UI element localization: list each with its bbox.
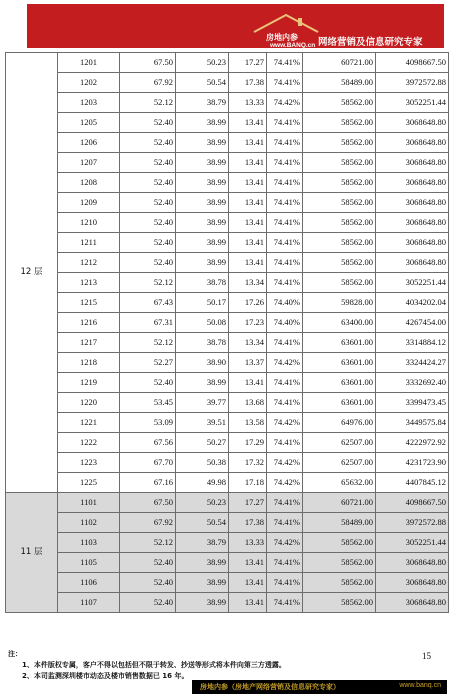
ratio-cell: 74.41%	[267, 513, 303, 533]
ratio-cell: 74.41%	[267, 273, 303, 293]
area-c-cell: 17.32	[229, 453, 267, 473]
total-price-cell: 3068648.80	[376, 233, 449, 253]
unit-price-cell: 58562.00	[303, 593, 376, 613]
area-b-cell: 38.99	[176, 253, 229, 273]
area-b-cell: 38.78	[176, 273, 229, 293]
table-row	[6, 553, 449, 573]
area-c-cell: 13.41	[229, 553, 267, 573]
area-c-cell: 17.38	[229, 73, 267, 93]
total-price-cell: 3068648.80	[376, 573, 449, 593]
area-b-cell: 38.99	[176, 173, 229, 193]
unit-price-cell: 63601.00	[303, 333, 376, 353]
area-b-cell: 38.90	[176, 353, 229, 373]
area-b-cell: 38.99	[176, 553, 229, 573]
area-b-cell: 50.38	[176, 453, 229, 473]
ratio-cell: 74.41%	[267, 593, 303, 613]
area-a-cell: 67.70	[120, 453, 176, 473]
table-row	[6, 313, 449, 333]
ratio-cell: 74.41%	[267, 133, 303, 153]
area-b-cell: 38.99	[176, 233, 229, 253]
area-c-cell: 13.58	[229, 413, 267, 433]
table-row	[6, 393, 449, 413]
units-table	[5, 52, 449, 613]
area-a-cell: 52.40	[120, 153, 176, 173]
area-c-cell: 13.37	[229, 353, 267, 373]
table-row	[6, 533, 449, 553]
table-row	[6, 133, 449, 153]
unit-price-cell: 58562.00	[303, 233, 376, 253]
room-number-cell: 1105	[58, 553, 120, 573]
unit-price-cell: 64976.00	[303, 413, 376, 433]
room-number-cell: 1106	[58, 573, 120, 593]
total-price-cell: 3052251.44	[376, 533, 449, 553]
area-a-cell: 52.12	[120, 93, 176, 113]
unit-price-cell: 62507.00	[303, 453, 376, 473]
area-c-cell: 13.41	[229, 253, 267, 273]
area-b-cell: 50.27	[176, 433, 229, 453]
area-b-cell: 39.77	[176, 393, 229, 413]
room-number-cell: 1208	[58, 173, 120, 193]
ratio-cell: 74.41%	[267, 53, 303, 73]
area-c-cell: 17.29	[229, 433, 267, 453]
unit-price-cell: 59828.00	[303, 293, 376, 313]
unit-price-cell: 58489.00	[303, 513, 376, 533]
room-number-cell: 1211	[58, 233, 120, 253]
ratio-cell: 74.41%	[267, 113, 303, 133]
area-c-cell: 13.68	[229, 393, 267, 413]
ratio-cell: 74.41%	[267, 373, 303, 393]
area-b-cell: 38.99	[176, 593, 229, 613]
footer-url: www.banq.cn	[399, 682, 441, 689]
total-price-cell: 3068648.80	[376, 553, 449, 573]
table-row	[6, 113, 449, 133]
ratio-cell: 74.42%	[267, 413, 303, 433]
area-c-cell: 17.27	[229, 493, 267, 513]
room-number-cell: 1215	[58, 293, 120, 313]
area-a-cell: 53.45	[120, 393, 176, 413]
unit-price-cell: 58562.00	[303, 113, 376, 133]
room-number-cell: 1103	[58, 533, 120, 553]
floor-label: 12 层	[6, 53, 58, 493]
area-a-cell: 67.16	[120, 473, 176, 493]
total-price-cell: 4267454.00	[376, 313, 449, 333]
area-c-cell: 13.41	[229, 233, 267, 253]
unit-price-cell: 58562.00	[303, 533, 376, 553]
room-number-cell: 1101	[58, 493, 120, 513]
unit-price-cell: 63601.00	[303, 373, 376, 393]
area-c-cell: 13.41	[229, 573, 267, 593]
table-row	[6, 93, 449, 113]
total-price-cell: 4231723.90	[376, 453, 449, 473]
room-number-cell: 1201	[58, 53, 120, 73]
area-b-cell: 50.23	[176, 53, 229, 73]
note-item-1: 1、本件版权专属，客户不得以包括但不限于转发、抄送等形式将本件向第三方透露。	[22, 661, 286, 669]
floor-label: 11 层	[6, 493, 58, 613]
table-body	[6, 53, 449, 613]
area-c-cell: 13.33	[229, 533, 267, 553]
ratio-cell: 74.42%	[267, 473, 303, 493]
table-row	[6, 573, 449, 593]
total-price-cell: 3972572.88	[376, 513, 449, 533]
table-row	[6, 333, 449, 353]
area-c-cell: 13.33	[229, 93, 267, 113]
room-number-cell: 1218	[58, 353, 120, 373]
area-c-cell: 17.23	[229, 313, 267, 333]
unit-price-cell: 58562.00	[303, 553, 376, 573]
unit-price-cell: 58562.00	[303, 273, 376, 293]
logo-url: www.BANQ.cn	[270, 42, 316, 49]
area-a-cell: 52.40	[120, 193, 176, 213]
area-b-cell: 38.79	[176, 533, 229, 553]
room-number-cell: 1220	[58, 393, 120, 413]
area-c-cell: 17.38	[229, 513, 267, 533]
area-b-cell: 49.98	[176, 473, 229, 493]
area-a-cell: 67.50	[120, 493, 176, 513]
area-a-cell: 52.12	[120, 533, 176, 553]
room-number-cell: 1213	[58, 273, 120, 293]
area-a-cell: 52.40	[120, 253, 176, 273]
area-b-cell: 38.99	[176, 133, 229, 153]
total-price-cell: 4098667.50	[376, 53, 449, 73]
area-b-cell: 38.99	[176, 153, 229, 173]
area-c-cell: 17.27	[229, 53, 267, 73]
area-c-cell: 17.26	[229, 293, 267, 313]
logo-text: 房地内参	[266, 32, 298, 42]
room-number-cell: 1219	[58, 373, 120, 393]
ratio-cell: 74.41%	[267, 573, 303, 593]
table-row	[6, 593, 449, 613]
ratio-cell: 74.40%	[267, 313, 303, 333]
area-b-cell: 50.17	[176, 293, 229, 313]
table-row	[6, 173, 449, 193]
area-a-cell: 52.40	[120, 213, 176, 233]
total-price-cell: 3068648.80	[376, 213, 449, 233]
total-price-cell: 3052251.44	[376, 273, 449, 293]
ratio-cell: 74.42%	[267, 353, 303, 373]
room-number-cell: 1221	[58, 413, 120, 433]
room-number-cell: 1216	[58, 313, 120, 333]
total-price-cell: 4034202.04	[376, 293, 449, 313]
unit-price-cell: 63601.00	[303, 393, 376, 413]
unit-price-cell: 58562.00	[303, 173, 376, 193]
unit-price-cell: 62507.00	[303, 433, 376, 453]
room-number-cell: 1223	[58, 453, 120, 473]
room-number-cell: 1210	[58, 213, 120, 233]
room-number-cell: 1222	[58, 433, 120, 453]
ratio-cell: 74.41%	[267, 173, 303, 193]
area-b-cell: 50.08	[176, 313, 229, 333]
area-b-cell: 39.51	[176, 413, 229, 433]
ratio-cell: 74.41%	[267, 253, 303, 273]
table-row	[6, 253, 449, 273]
room-number-cell: 1225	[58, 473, 120, 493]
house-logo-icon	[252, 12, 322, 34]
room-number-cell: 1209	[58, 193, 120, 213]
area-a-cell: 52.40	[120, 113, 176, 133]
total-price-cell: 3068648.80	[376, 173, 449, 193]
area-a-cell: 67.43	[120, 293, 176, 313]
total-price-cell: 4222972.92	[376, 433, 449, 453]
area-b-cell: 38.99	[176, 373, 229, 393]
area-a-cell: 52.40	[120, 373, 176, 393]
unit-price-cell: 58562.00	[303, 93, 376, 113]
area-a-cell: 52.40	[120, 133, 176, 153]
area-a-cell: 67.92	[120, 513, 176, 533]
total-price-cell: 3068648.80	[376, 153, 449, 173]
unit-price-cell: 63400.00	[303, 313, 376, 333]
total-price-cell: 3399473.45	[376, 393, 449, 413]
ratio-cell: 74.41%	[267, 333, 303, 353]
ratio-cell: 74.41%	[267, 73, 303, 93]
table-row	[6, 513, 449, 533]
table-row	[6, 233, 449, 253]
table-row	[6, 353, 449, 373]
area-c-cell: 17.18	[229, 473, 267, 493]
total-price-cell: 3972572.88	[376, 73, 449, 93]
area-c-cell: 13.41	[229, 213, 267, 233]
page-number: 15	[422, 651, 431, 661]
ratio-cell: 74.41%	[267, 493, 303, 513]
ratio-cell: 74.41%	[267, 213, 303, 233]
unit-price-cell: 58562.00	[303, 253, 376, 273]
area-c-cell: 13.34	[229, 273, 267, 293]
area-a-cell: 52.27	[120, 353, 176, 373]
table-row	[6, 73, 449, 93]
table-row	[6, 493, 449, 513]
area-c-cell: 13.41	[229, 193, 267, 213]
unit-price-cell: 58562.00	[303, 193, 376, 213]
total-price-cell: 3068648.80	[376, 593, 449, 613]
area-b-cell: 38.99	[176, 113, 229, 133]
room-number-cell: 1202	[58, 73, 120, 93]
header-title: 网络营销及信息研究专家	[318, 37, 423, 48]
area-b-cell: 50.23	[176, 493, 229, 513]
total-price-cell: 4098667.50	[376, 493, 449, 513]
table-row	[6, 293, 449, 313]
area-b-cell: 38.78	[176, 333, 229, 353]
total-price-cell: 3068648.80	[376, 253, 449, 273]
total-price-cell: 3449575.84	[376, 413, 449, 433]
unit-price-cell: 58562.00	[303, 573, 376, 593]
table-row	[6, 273, 449, 293]
ratio-cell: 74.42%	[267, 533, 303, 553]
table-row	[6, 193, 449, 213]
room-number-cell: 1206	[58, 133, 120, 153]
table-row	[6, 413, 449, 433]
room-number-cell: 1203	[58, 93, 120, 113]
total-price-cell: 3068648.80	[376, 133, 449, 153]
total-price-cell: 4407845.12	[376, 473, 449, 493]
area-c-cell: 13.41	[229, 113, 267, 133]
area-c-cell: 13.34	[229, 333, 267, 353]
area-c-cell: 13.41	[229, 153, 267, 173]
area-b-cell: 50.54	[176, 73, 229, 93]
unit-price-cell: 60721.00	[303, 53, 376, 73]
area-c-cell: 13.41	[229, 133, 267, 153]
ratio-cell: 74.41%	[267, 553, 303, 573]
area-b-cell: 38.79	[176, 93, 229, 113]
ratio-cell: 74.42%	[267, 93, 303, 113]
ratio-cell: 74.40%	[267, 293, 303, 313]
area-a-cell: 67.50	[120, 53, 176, 73]
room-number-cell: 1207	[58, 153, 120, 173]
unit-price-cell: 58562.00	[303, 213, 376, 233]
area-b-cell: 38.99	[176, 213, 229, 233]
area-b-cell: 50.54	[176, 513, 229, 533]
total-price-cell: 3052251.44	[376, 93, 449, 113]
area-b-cell: 38.99	[176, 573, 229, 593]
total-price-cell: 3324424.27	[376, 353, 449, 373]
table-row	[6, 473, 449, 493]
footer-bar	[192, 680, 447, 694]
table-row	[6, 373, 449, 393]
area-a-cell: 52.40	[120, 173, 176, 193]
table-row	[6, 433, 449, 453]
room-number-cell: 1102	[58, 513, 120, 533]
area-a-cell: 67.56	[120, 433, 176, 453]
table-row	[6, 213, 449, 233]
total-price-cell: 3068648.80	[376, 193, 449, 213]
area-a-cell: 52.40	[120, 233, 176, 253]
area-c-cell: 13.41	[229, 173, 267, 193]
area-a-cell: 52.12	[120, 273, 176, 293]
total-price-cell: 3332692.40	[376, 373, 449, 393]
unit-price-cell: 60721.00	[303, 493, 376, 513]
room-number-cell: 1212	[58, 253, 120, 273]
area-b-cell: 38.99	[176, 193, 229, 213]
unit-price-cell: 65632.00	[303, 473, 376, 493]
ratio-cell: 74.41%	[267, 153, 303, 173]
ratio-cell: 74.41%	[267, 393, 303, 413]
ratio-cell: 74.41%	[267, 193, 303, 213]
unit-price-cell: 58489.00	[303, 73, 376, 93]
area-a-cell: 52.40	[120, 593, 176, 613]
table-row	[6, 153, 449, 173]
unit-price-cell: 63601.00	[303, 353, 376, 373]
table-row	[6, 53, 449, 73]
unit-price-cell: 58562.00	[303, 133, 376, 153]
notes	[8, 649, 448, 682]
area-a-cell: 53.09	[120, 413, 176, 433]
total-price-cell: 3314884.12	[376, 333, 449, 353]
room-number-cell: 1107	[58, 593, 120, 613]
area-a-cell: 67.92	[120, 73, 176, 93]
notes-label: 注：	[8, 650, 22, 658]
table-row	[6, 453, 449, 473]
area-c-cell: 13.41	[229, 593, 267, 613]
area-a-cell: 52.12	[120, 333, 176, 353]
ratio-cell: 74.41%	[267, 233, 303, 253]
area-a-cell: 52.40	[120, 573, 176, 593]
area-a-cell: 67.31	[120, 313, 176, 333]
room-number-cell: 1205	[58, 113, 120, 133]
note-item-2: 2、本司监测深圳楼市动态及楼市销售数据已 16 年。	[22, 672, 189, 680]
area-c-cell: 13.41	[229, 373, 267, 393]
room-number-cell: 1217	[58, 333, 120, 353]
unit-price-cell: 58562.00	[303, 153, 376, 173]
area-a-cell: 52.40	[120, 553, 176, 573]
footer-text: 房地内参（房地产网络营销及信息研究专家）	[200, 682, 340, 691]
ratio-cell: 74.41%	[267, 433, 303, 453]
total-price-cell: 3068648.80	[376, 113, 449, 133]
ratio-cell: 74.42%	[267, 453, 303, 473]
